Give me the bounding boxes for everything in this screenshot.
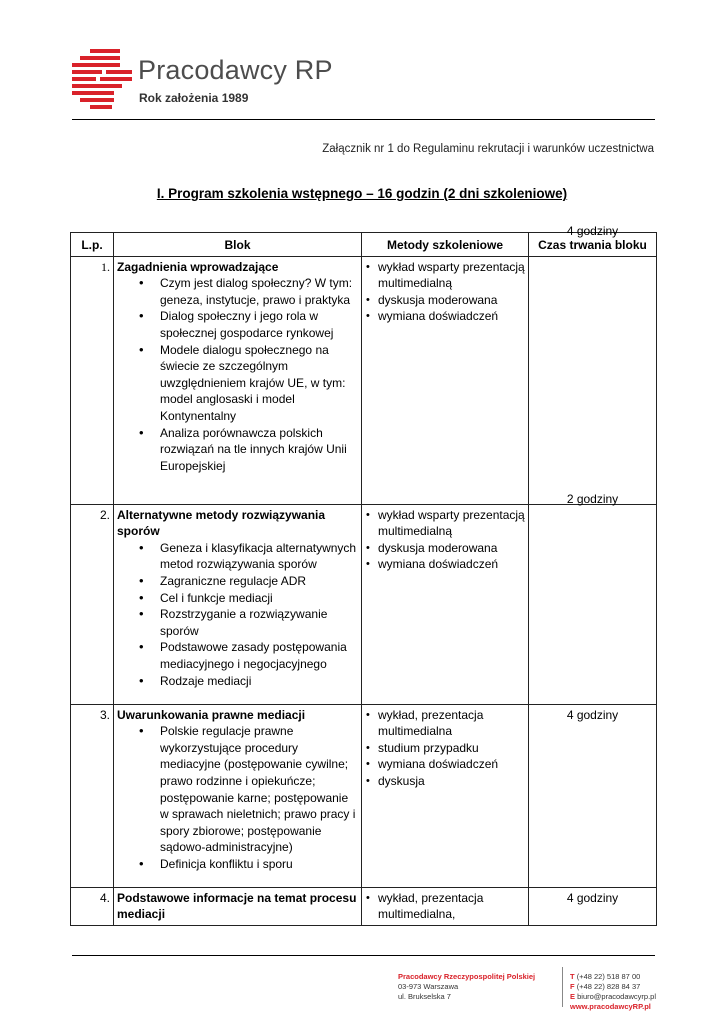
list-item: • Modele dialogu społecznego na świecie ze szczególnym uwzględnieniem krajów UE, w tym: model anglosaski i model Kontynentalny bbox=[160, 342, 358, 425]
header-block: Blok bbox=[114, 233, 362, 257]
annex-note: Załącznik nr 1 do Regulaminu rekrutacji i warunków uczestnictwa bbox=[322, 143, 654, 155]
row-number: 4. bbox=[71, 887, 114, 925]
block-title: Podstawowe informacje na temat procesu mediacji bbox=[117, 890, 357, 922]
header-duration: Czas trwania bloku bbox=[529, 233, 657, 257]
row-number: 2. bbox=[71, 504, 114, 704]
list-item: • Geneza i klasyfikacja alternatywnych metod rozwiązywania sporów bbox=[160, 540, 358, 573]
logo-stripes-icon bbox=[72, 48, 134, 110]
duration-cell bbox=[529, 704, 657, 887]
row-number: 1. bbox=[71, 256, 114, 504]
footer-address-line: 03-973 Warszawa bbox=[398, 982, 459, 991]
footer-address bbox=[398, 972, 535, 1002]
list-item: • Podstawowe zasady postępowania mediacyjnego i negocjacyjnego bbox=[160, 639, 358, 672]
company-logo bbox=[72, 48, 332, 110]
list-item: • Definicja konfliktu i sporu bbox=[160, 856, 358, 873]
topic-list bbox=[117, 723, 358, 872]
topic-list bbox=[117, 540, 358, 689]
footer-org-name: Pracodawcy Rzeczypospolitej Polskiej bbox=[398, 972, 536, 981]
block-cell bbox=[114, 256, 362, 504]
list-item: • Rozstrzyganie a rozwiązywanie sporów bbox=[160, 606, 358, 639]
duration-value: 4 godziny bbox=[566, 707, 619, 722]
methods-list bbox=[365, 259, 525, 325]
footer-phone: T (+48 22) 518 87 00 bbox=[570, 972, 641, 981]
list-item: • dyskusja bbox=[378, 773, 525, 790]
list-item: • wykład, prezentacja multimedialna, bbox=[378, 890, 525, 923]
list-item: • dyskusja moderowana bbox=[378, 540, 525, 557]
methods-list bbox=[365, 890, 525, 923]
list-item: • Analiza porównawcza polskich rozwiązań na tle innych krajów Unii Europejskiej bbox=[160, 425, 358, 475]
list-item: • Rodzaje mediacji bbox=[160, 673, 358, 690]
block-title: Alternatywne metody rozwiązywania sporów bbox=[117, 507, 326, 539]
table-row bbox=[71, 504, 657, 704]
page-title: I. Program szkolenia wstępnego – 16 godzin (2 dni szkoleniowe) bbox=[156, 186, 568, 201]
duration-cell bbox=[529, 887, 657, 925]
footer-fax: F (+48 22) 828 84 37 bbox=[570, 982, 641, 991]
header-lp: L.p. bbox=[71, 233, 114, 257]
list-item: • wymiana doświadczeń bbox=[378, 756, 525, 773]
list-item: • wymiana doświadczeń bbox=[378, 308, 525, 325]
list-item: • wykład, prezentacja multimedialna bbox=[378, 707, 525, 740]
block-cell bbox=[114, 504, 362, 704]
block-cell bbox=[114, 704, 362, 887]
list-item: • wymiana doświadczeń bbox=[378, 556, 525, 573]
footer-separator bbox=[562, 967, 563, 1007]
footer-email[interactable]: E biuro@pracodawcyrp.pl bbox=[570, 992, 657, 1001]
methods-cell bbox=[362, 504, 529, 704]
duration-value: 4 godziny bbox=[566, 223, 619, 238]
methods-list bbox=[365, 507, 525, 573]
row-number: 3. bbox=[71, 704, 114, 887]
list-item: • wykład wsparty prezentacją multimedialną bbox=[378, 259, 525, 292]
list-item: • Dialog społeczny i jego rola w społecznej gospodarce rynkowej bbox=[160, 308, 358, 341]
list-item: • studium przypadku bbox=[378, 740, 525, 757]
brand-founded: Rok założenia 1989 bbox=[139, 91, 249, 105]
methods-cell bbox=[362, 704, 529, 887]
table-row bbox=[71, 256, 657, 504]
topic-list bbox=[117, 275, 358, 474]
block-title: Uwarunkowania prawne mediacji bbox=[117, 707, 306, 722]
methods-cell bbox=[362, 887, 529, 925]
methods-list bbox=[365, 707, 525, 790]
program-table bbox=[70, 223, 657, 926]
block-cell bbox=[114, 887, 362, 925]
block-title: Zagadnienia wprowadzające bbox=[117, 259, 279, 274]
list-item: • Polskie regulacje prawne wykorzystujące procedury mediacyjne (postępowanie cywilne; prawo rodzinne i opiekuńcze; postępowanie karne; postępowanie w sprawach nieletnich; prawo pracy i spory zbiorowe; postępowanie sądowo-administracyjne) bbox=[160, 723, 358, 856]
list-item: • wykład wsparty prezentacją multimedialną bbox=[378, 507, 525, 540]
duration-cell bbox=[529, 491, 657, 704]
header-methods: Metody szkoleniowe bbox=[362, 233, 529, 257]
methods-cell bbox=[362, 256, 529, 504]
duration-value: 2 godziny bbox=[566, 491, 619, 506]
list-item: • Cel i funkcje mediacji bbox=[160, 590, 358, 607]
footer-divider-line bbox=[72, 955, 655, 956]
footer-address-line: ul. Brukselska 7 bbox=[398, 992, 451, 1001]
list-item: • Czym jest dialog społeczny? W tym: geneza, instytucje, prawo i praktyka bbox=[160, 275, 358, 308]
list-item: • dyskusja moderowana bbox=[378, 292, 525, 309]
table-row bbox=[71, 887, 657, 925]
footer-contact bbox=[570, 972, 656, 1012]
header-divider bbox=[72, 119, 655, 120]
table-row bbox=[71, 704, 657, 887]
duration-value: 4 godziny bbox=[566, 890, 619, 905]
brand-name: Pracodawcy RP bbox=[138, 55, 333, 85]
list-item: • Zagraniczne regulacje ADR bbox=[160, 573, 358, 590]
footer-website-link[interactable]: www.pracodawcyRP.pl bbox=[570, 1002, 651, 1011]
